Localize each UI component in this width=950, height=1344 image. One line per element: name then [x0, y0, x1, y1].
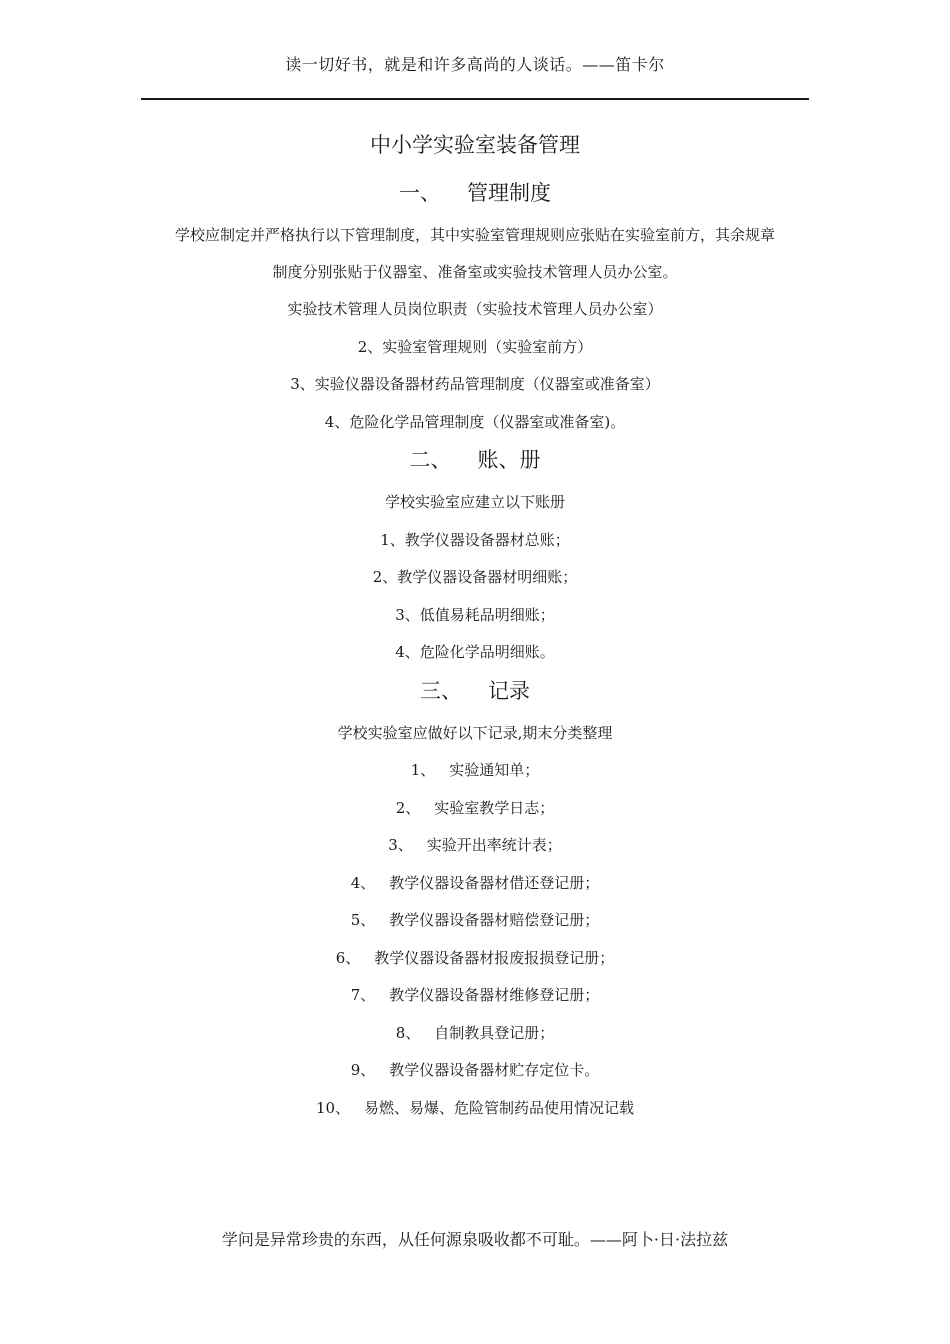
section-title: 管理制度: [467, 181, 551, 205]
document-body: [120, 128, 830, 1127]
list-item: [120, 865, 830, 903]
list-item: 实验技术管理人员岗位职责（实验技术管理人员办公室）: [287, 300, 663, 318]
header-quote: 读一切好书，就是和许多高尚的人谈话。——笛卡尔: [285, 55, 665, 74]
list-item: [120, 902, 830, 940]
section-title: 账、册: [477, 448, 541, 472]
item-text: 实验通知单；: [449, 761, 540, 779]
section-heading-management: [120, 176, 830, 210]
item-text: 教学仪器设备器材报废报损登记册；: [374, 948, 615, 967]
item-text: 教学仪器设备器材借还登记册；: [389, 873, 600, 892]
section-number: 一、: [399, 181, 441, 205]
item-number: 9、: [350, 1061, 376, 1079]
list-item: 2、教学仪器设备器材明细账；: [372, 568, 578, 586]
item-number: 7、: [350, 986, 376, 1004]
item-text: 实验室教学日志；: [434, 798, 555, 817]
list-item: 2、实验室管理规则（实验室前方）: [357, 337, 593, 356]
list-item: [120, 1052, 830, 1090]
item-number: 1、: [410, 761, 436, 779]
list-item: [120, 977, 830, 1015]
list-item: [120, 827, 830, 865]
list-item: 3、实验仪器设备器材药品管理制度（仪器室或准备室）: [290, 375, 660, 393]
section-intro: 学校实验室应建立以下账册: [384, 493, 565, 511]
list-item: 1、教学仪器设备器材总账；: [380, 530, 570, 549]
section-heading-ledgers: [120, 443, 830, 477]
item-number: 8、: [395, 1023, 421, 1042]
item-text: 易燃、易爆、危险管制药品使用情况记载: [364, 1098, 635, 1117]
section-title: 记录: [488, 678, 530, 703]
item-text: 教学仪器设备器材贮存定位卡。: [389, 1061, 600, 1079]
item-number: 3、: [388, 836, 413, 854]
item-number: 10、: [315, 1098, 351, 1117]
list-item: [120, 1090, 830, 1128]
item-text: 实验开出率统计表；: [426, 836, 562, 854]
section-intro: 学校实验室应做好以下记录,期末分类整理: [337, 723, 613, 742]
section-number: 三、: [420, 678, 462, 703]
header-divider: [141, 98, 809, 100]
list-item: 3、低值易耗品明细账；: [395, 605, 555, 624]
item-text: 教学仪器设备器材赔偿登记册；: [389, 911, 600, 929]
section-number: 二、: [409, 448, 452, 472]
footer-quote: 学问是异常珍贵的东西，从任何源泉吸收都不可耻。——阿卜·日·法拉兹: [221, 1230, 729, 1249]
item-text: 自制教具登记册；: [434, 1023, 555, 1042]
section-heading-records: [120, 674, 830, 708]
list-item: [120, 752, 830, 790]
item-number: 6、: [335, 948, 361, 967]
item-number: 2、: [395, 798, 421, 817]
item-number: 4、: [350, 873, 376, 892]
document-title: 中小学实验室装备管理: [370, 133, 580, 157]
item-text: 教学仪器设备器材维修登记册；: [389, 986, 600, 1004]
section-intro-line: 制度分别张贴于仪器室、准备室或实验技术管理人员办公室。: [272, 263, 678, 281]
section-intro-line: 学校应制定并严格执行以下管理制度，其中实验室管理规则应张贴在实验室前方，其余规章: [174, 226, 775, 244]
list-item: [120, 790, 830, 828]
list-item: 4、危险化学品明细账。: [395, 643, 555, 661]
list-item: 4、危险化学品管理制度（仪器室或准备室)。: [324, 412, 626, 431]
item-number: 5、: [350, 911, 376, 929]
list-item: [120, 1015, 830, 1053]
list-item: [120, 940, 830, 978]
